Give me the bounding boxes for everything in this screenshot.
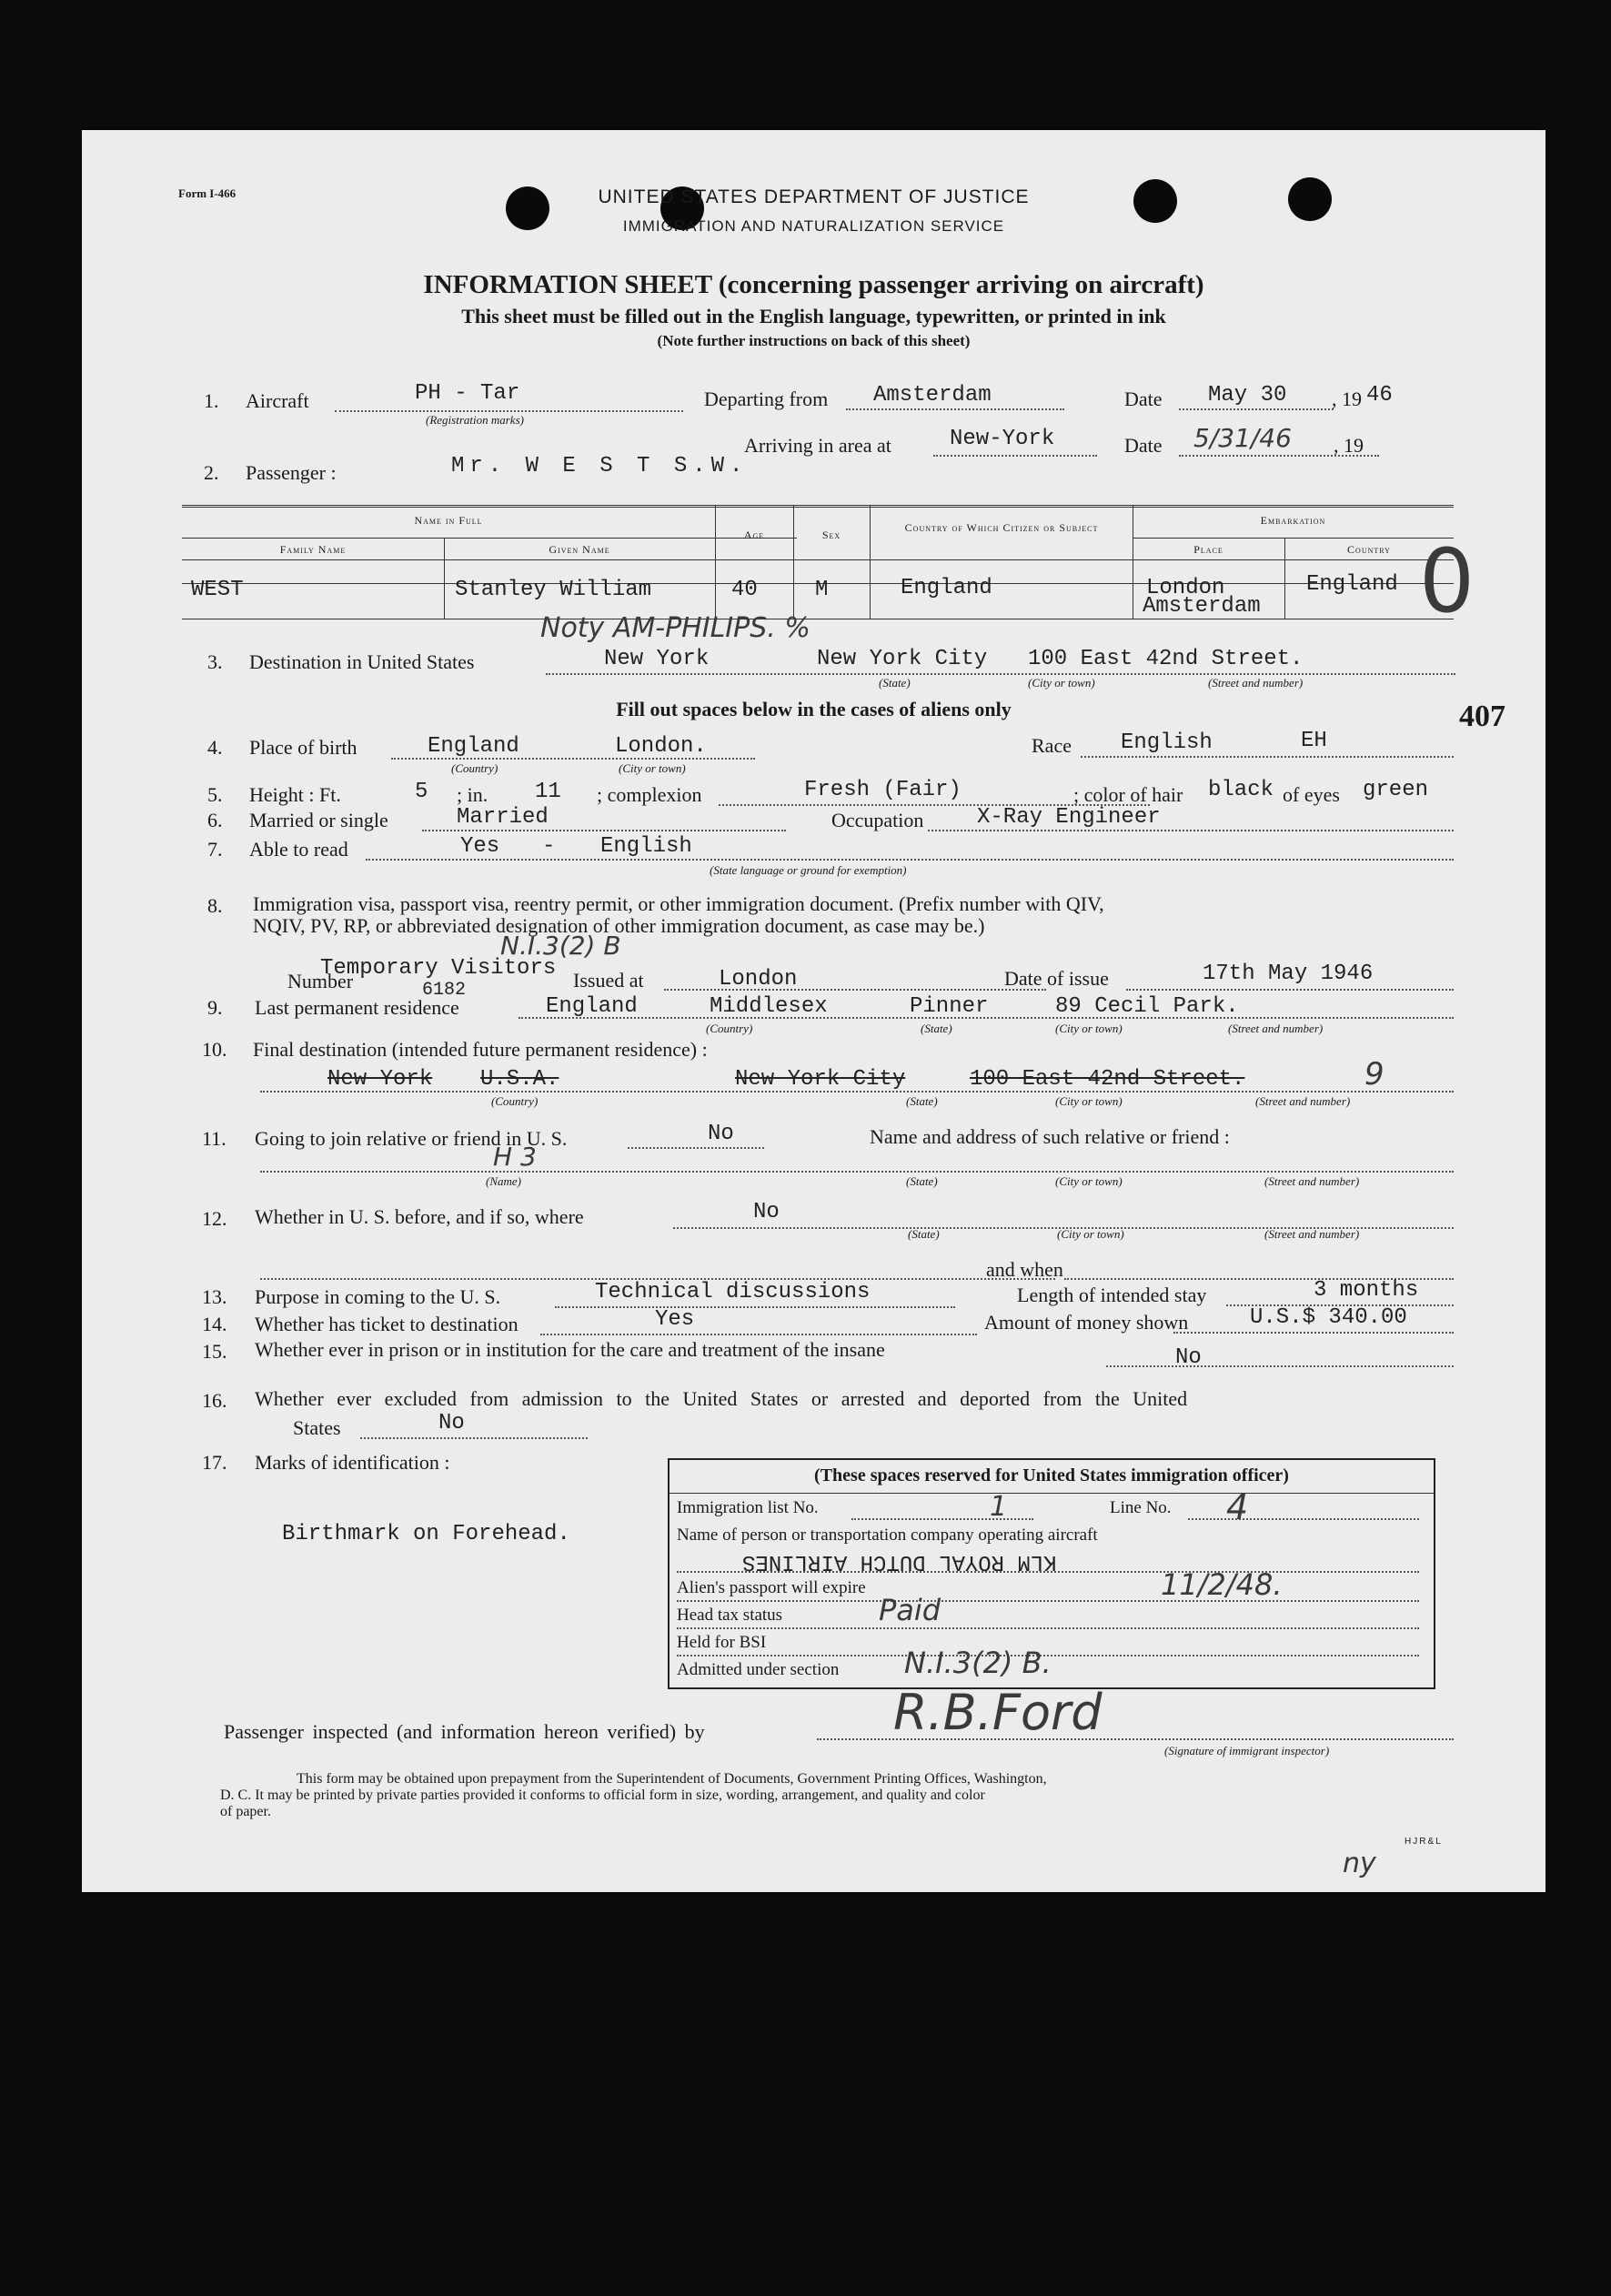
sex-value: M bbox=[815, 578, 829, 602]
header-country: Country bbox=[1347, 543, 1391, 556]
purpose-label: Purpose in coming to the U. S. bbox=[255, 1285, 501, 1308]
residence-label: Last permanent residence bbox=[255, 996, 459, 1019]
list-label: Immigration list No. bbox=[677, 1498, 819, 1517]
arriving-label: Arriving in area at bbox=[744, 434, 891, 457]
caption-city: (City or town) bbox=[1055, 1174, 1123, 1188]
registration-caption: (Registration marks) bbox=[426, 413, 524, 427]
arrival-date: 5/31/46 bbox=[1193, 423, 1292, 453]
destination-street: 100 East 42nd Street. bbox=[1028, 647, 1304, 671]
line-label: Line No. bbox=[1110, 1498, 1172, 1517]
admitted-value: N.I.3(2) B. bbox=[904, 1646, 1052, 1680]
passport-label: Alien's passport will expire bbox=[677, 1578, 866, 1597]
issue-date-label: Date of issue bbox=[1004, 967, 1109, 990]
row-number: 7. bbox=[207, 838, 223, 861]
caption-street: (Street and number) bbox=[1255, 1094, 1351, 1108]
agency-line2: IMMIGRATION AND NATURALIZATION SERVICE bbox=[622, 217, 1005, 235]
prison-value: No bbox=[1175, 1345, 1202, 1370]
previous-us-label: Whether in U. S. before, and if so, where bbox=[255, 1205, 584, 1228]
row-number: 3. bbox=[207, 650, 223, 673]
hair-value: black bbox=[1208, 778, 1274, 802]
margin-number: 407 bbox=[1459, 700, 1505, 733]
bsi-label: Held for BSI bbox=[677, 1633, 767, 1652]
final-street: 100 East 42nd Street. bbox=[970, 1067, 1245, 1092]
row-number: 15. bbox=[202, 1340, 227, 1363]
agency-line1: UNITED STATES DEPARTMENT OF JUSTICE bbox=[598, 186, 1030, 207]
caption-street: (Street and number) bbox=[1228, 1022, 1324, 1035]
handwritten-destination-note: Noty AM-PHILIPS. % bbox=[540, 612, 811, 644]
handwritten-circle: 0 bbox=[1419, 530, 1475, 632]
arrival-year-prefix: , 19 bbox=[1334, 434, 1364, 457]
caption-city: (City or town) bbox=[619, 761, 686, 775]
number-label: Number bbox=[287, 970, 354, 992]
excluded-label-2: States bbox=[293, 1416, 341, 1439]
row-number: 17. bbox=[202, 1451, 227, 1474]
subtitle: This sheet must be filled out in the English language, typewritten, or printed in ink bbox=[461, 305, 1166, 327]
embark-place2-value: Amsterdam bbox=[1143, 594, 1261, 619]
join-relative-value: No bbox=[708, 1122, 734, 1146]
caption-country: (Country) bbox=[706, 1022, 753, 1035]
departing-value: Amsterdam bbox=[873, 383, 992, 408]
note: (Note further instructions on back of this sheet) bbox=[657, 332, 971, 349]
signature-caption: (Signature of immigrant inspector) bbox=[1164, 1744, 1330, 1757]
relative-handwritten: H 3 bbox=[493, 1142, 537, 1172]
departure-date: May 30 bbox=[1208, 383, 1287, 408]
caption-state: (State) bbox=[906, 1094, 938, 1108]
aliens-heading: Fill out spaces below in the cases of aliens only bbox=[616, 698, 1012, 720]
residence-city: Pinner bbox=[910, 994, 989, 1019]
destination-label: Destination in United States bbox=[249, 650, 475, 673]
row-number: 10. bbox=[202, 1038, 227, 1061]
final-country: U.S.A. bbox=[480, 1067, 559, 1092]
complexion-value: Fresh (Fair) bbox=[804, 778, 962, 802]
officer-box-heading: (These spaces reserved for United States immigration officer) bbox=[814, 1465, 1289, 1485]
prison-label: Whether ever in prison or in institution for the care and treatment of the insane bbox=[255, 1338, 885, 1361]
purpose-value: Technical discussions bbox=[595, 1280, 871, 1304]
caption-city: (City or town) bbox=[1057, 1227, 1124, 1241]
caption-state: (State) bbox=[906, 1174, 938, 1188]
passport-value: 11/2/48. bbox=[1161, 1567, 1283, 1602]
issued-label: Issued at bbox=[573, 969, 644, 992]
passenger-label: Passenger : bbox=[246, 461, 337, 484]
money-label: Amount of money shown bbox=[984, 1311, 1189, 1334]
occupation-value: X-Ray Engineer bbox=[977, 805, 1161, 830]
eyes-value: green bbox=[1363, 778, 1429, 802]
read-value: Yes bbox=[460, 834, 500, 859]
residence-state: Middlesex bbox=[710, 994, 828, 1019]
inspector-signature: R.B.Ford bbox=[893, 1684, 1103, 1741]
line-value: 4 bbox=[1226, 1487, 1249, 1527]
year-prefix: , 19 bbox=[1332, 388, 1362, 410]
row-number: 4. bbox=[207, 736, 223, 759]
company-label: Name of person or transportation company operating aircraft bbox=[677, 1526, 1098, 1545]
caption-country: (Country) bbox=[491, 1094, 539, 1108]
previous-us-value: No bbox=[753, 1200, 780, 1224]
read-caption: (State language or ground for exemption) bbox=[710, 863, 907, 877]
form-number: Form I-466 bbox=[178, 186, 237, 200]
row-number: 1. bbox=[204, 389, 219, 412]
row-number: 5. bbox=[207, 783, 223, 806]
row-number: 16. bbox=[202, 1389, 227, 1412]
excluded-value: No bbox=[438, 1411, 465, 1435]
departing-label: Departing from bbox=[704, 388, 829, 410]
row-number: 11. bbox=[202, 1127, 227, 1150]
marital-label: Married or single bbox=[249, 809, 388, 831]
and-when-label: and when bbox=[986, 1258, 1063, 1281]
caption-street: (Street and number) bbox=[1208, 676, 1304, 690]
hair-label: ; color of hair bbox=[1073, 783, 1183, 806]
caption-state: (State) bbox=[908, 1227, 940, 1241]
occupation-label: Occupation bbox=[831, 809, 924, 831]
row-number: 8. bbox=[207, 894, 223, 917]
citizen-value: England bbox=[901, 576, 992, 600]
read-dash: - bbox=[542, 834, 556, 859]
head-tax-value: Paid bbox=[879, 1593, 941, 1627]
issued-value: London bbox=[719, 967, 798, 992]
marks-label: Marks of identification : bbox=[255, 1451, 450, 1474]
header-embarkation: Embarkation bbox=[1260, 514, 1326, 527]
corner-handwritten: ny bbox=[1343, 1848, 1376, 1879]
birth-city: London. bbox=[615, 734, 707, 759]
row-number: 6. bbox=[207, 809, 223, 831]
final-destination-label: Final destination (intended future permanent residence) : bbox=[253, 1038, 708, 1061]
destination-city: New York City bbox=[817, 647, 988, 671]
complexion-label: ; complexion bbox=[597, 783, 702, 806]
height-ft: 5 bbox=[415, 780, 428, 804]
stay-label: Length of intended stay bbox=[1017, 1284, 1207, 1306]
family-name-value: WEST bbox=[191, 578, 244, 602]
given-name-value: Stanley William bbox=[455, 578, 652, 602]
money-value: U.S.$ 340.00 bbox=[1250, 1305, 1407, 1330]
row-number: 9. bbox=[207, 996, 223, 1019]
caption-city: (City or town) bbox=[1028, 676, 1095, 690]
relative-name-label: Name and address of such relative or friend : bbox=[870, 1125, 1230, 1148]
age-value: 40 bbox=[731, 578, 758, 602]
height-ft-label: Height : Ft. bbox=[249, 783, 341, 806]
header-country-citizen: Country of Which Citizen or Subject bbox=[904, 521, 1099, 534]
visa-text-1: Immigration visa, passport visa, reentry permit, or other immigration document. (Prefix number with QIV, bbox=[253, 892, 1104, 915]
row-number: 12. bbox=[202, 1207, 227, 1230]
race-label: Race bbox=[1032, 734, 1072, 757]
residence-street: 89 Cecil Park. bbox=[1055, 994, 1239, 1019]
printer-mark: HJR&L bbox=[1405, 1837, 1443, 1847]
caption-state: (State) bbox=[921, 1022, 952, 1035]
caption-city: (City or town) bbox=[1055, 1094, 1123, 1108]
passenger-value: Mr. W E S T S.W. bbox=[451, 454, 749, 478]
arrival-date-label: Date bbox=[1124, 434, 1163, 457]
final-handwritten: 9 bbox=[1364, 1056, 1384, 1093]
final-city: New York City bbox=[735, 1067, 906, 1092]
list-value: 1 bbox=[990, 1491, 1008, 1523]
caption-country: (Country) bbox=[451, 761, 498, 775]
form-sheet bbox=[82, 130, 1546, 1892]
race-code: EH bbox=[1301, 729, 1327, 753]
header-family-name: Family Name bbox=[279, 543, 347, 556]
arriving-value: New-York bbox=[950, 427, 1055, 451]
header-sex: Sex bbox=[821, 529, 841, 541]
residence-country: England bbox=[546, 994, 638, 1019]
officer-box bbox=[668, 1458, 1435, 1689]
caption-city: (City or town) bbox=[1055, 1022, 1123, 1035]
row-number: 13. bbox=[202, 1285, 227, 1308]
company-value: KLM ROYAL DUTCH AIRLINES bbox=[742, 1549, 1057, 1574]
header-place: Place bbox=[1193, 543, 1223, 556]
final-state: New York bbox=[327, 1067, 433, 1092]
issue-date: 17th May 1946 bbox=[1203, 962, 1374, 986]
embark-country-value: England bbox=[1306, 572, 1398, 597]
ticket-label: Whether has ticket to destination bbox=[255, 1313, 519, 1335]
height-in: 11 bbox=[535, 780, 561, 804]
embark-place-value: London bbox=[1146, 576, 1225, 600]
header-name-in-full: Name in Full bbox=[414, 514, 483, 527]
marital-value: Married bbox=[457, 805, 549, 830]
aircraft-label: Aircraft bbox=[246, 389, 309, 412]
row-number: 14. bbox=[202, 1313, 227, 1335]
visa-text-2: NQIV, PV, RP, or abbreviated designation of other immigration document, as case may be.) bbox=[253, 914, 985, 937]
excluded-label-1: Whether ever excluded from admission to the United States or arrested and deported from the United bbox=[255, 1387, 1188, 1410]
height-in-label: ; in. bbox=[457, 783, 488, 806]
join-relative-label: Going to join relative or friend in U. S. bbox=[255, 1127, 568, 1150]
admitted-label: Admitted under section bbox=[677, 1660, 840, 1679]
caption-street: (Street and number) bbox=[1264, 1174, 1360, 1188]
destination-state: New York bbox=[604, 647, 710, 671]
eyes-label: of eyes bbox=[1283, 783, 1340, 806]
race-value: English bbox=[1121, 730, 1213, 755]
visa-number: Temporary Visitors bbox=[320, 956, 557, 981]
head-tax-label: Head tax status bbox=[677, 1606, 783, 1625]
read-language: English bbox=[600, 834, 692, 859]
ticket-value: Yes bbox=[655, 1307, 695, 1332]
caption-state: (State) bbox=[879, 676, 911, 690]
departure-year: 46 bbox=[1366, 383, 1393, 408]
visa-handwritten: N.I.3(2) B bbox=[500, 931, 621, 961]
birthplace-label: Place of birth bbox=[249, 736, 357, 759]
marks-value: Birthmark on Forehead. bbox=[282, 1522, 570, 1546]
inspected-label: Passenger inspected (and information hereon verified) by bbox=[224, 1720, 705, 1743]
date-label: Date bbox=[1124, 388, 1163, 410]
footer-line-3: of paper. bbox=[220, 1804, 271, 1819]
row-number: 2. bbox=[204, 461, 219, 484]
footer-line-1: This form may be obtained upon prepayment from the Superintendent of Documents, Government Printing Offices, Washington, bbox=[297, 1771, 1047, 1787]
caption-name: (Name) bbox=[486, 1174, 521, 1188]
birth-country: England bbox=[428, 734, 519, 759]
stay-value: 3 months bbox=[1314, 1278, 1419, 1303]
aircraft-value: PH - Tar bbox=[415, 381, 520, 406]
caption-street: (Street and number) bbox=[1264, 1227, 1360, 1241]
read-label: Able to read bbox=[249, 838, 348, 861]
page-title: INFORMATION SHEET (concerning passenger arriving on aircraft) bbox=[423, 270, 1204, 299]
header-given-name: Given Name bbox=[549, 543, 610, 556]
visa-number-sub: 6182 bbox=[422, 980, 467, 1001]
footer-line-2: D. C. It may be printed by private parties provided it conforms to official form in size, wording, arrangement, and quality and color bbox=[220, 1787, 985, 1803]
header-age: Age bbox=[743, 529, 765, 541]
